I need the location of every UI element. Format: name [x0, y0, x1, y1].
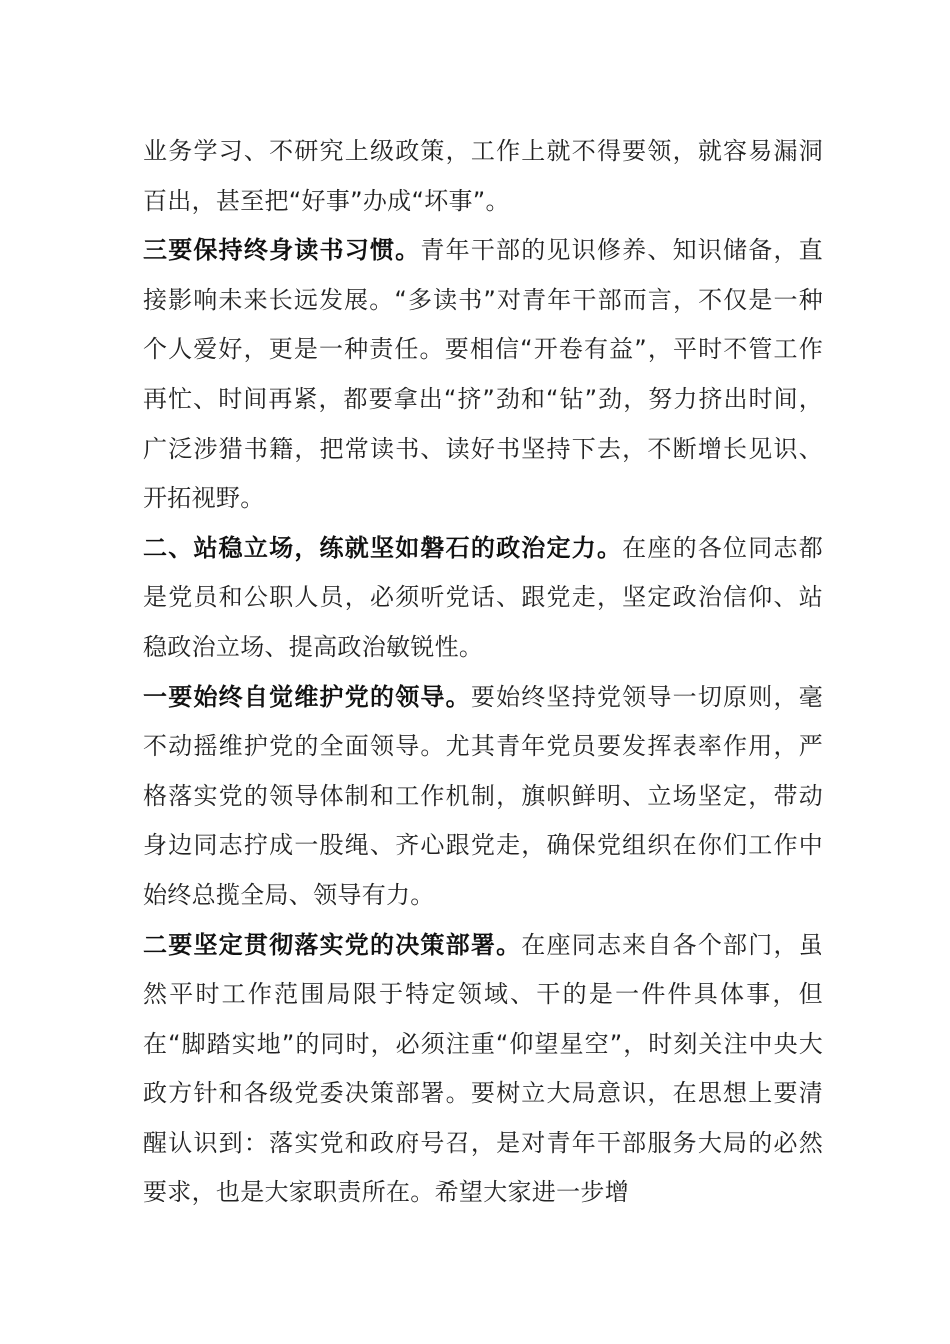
- paragraph-1: [143, 127, 823, 226]
- paragraph-2-text: 青年干部的见识修养、知识储备，直接影响未来长远发展。“多读书”对青年干部而言，不仅是一种个人爱好，更是一种责任。要相信“开卷有益”，平时不管工作再忙、时间再紧，都要拿出“挤”劲和“钻”劲，努力挤出时间，广泛涉猎书籍，把常读书、读好书坚持下去，不断增长见识、开拓视野。: [143, 236, 823, 513]
- paragraph-3: [143, 524, 823, 673]
- paragraph-2-lead: 三要保持终身读书习惯。: [143, 236, 421, 265]
- paragraph-5-lead: 二要坚定贯彻落实党的决策部署。: [143, 930, 522, 959]
- document-body: [143, 127, 823, 1218]
- paragraph-4: [143, 673, 823, 921]
- paragraph-4-lead: 一要始终自觉维护党的领导。: [143, 682, 471, 711]
- paragraph-3-lead: 二、站稳立场，练就坚如磐石的政治定力。: [143, 533, 623, 562]
- paragraph-5-text: 在座同志来自各个部门，虽然平时工作范围局限于特定领域、干的是一件件具体事，但在“脚踏实地”的同时，必须注重“仰望星空”，时刻关注中央大政方针和各级党委决策部署。要树立大局意识，在思想上要清醒认识到：落实党和政府号召，是对青年干部服务大局的必然要求，也是大家职责所在。希望大家进一步增: [143, 930, 824, 1207]
- paragraph-3-text: 在座的各位同志都是党员和公职人员，必须听党话、跟党走，坚定政治信仰、站稳政治立场、提高政治敏锐性。: [143, 533, 824, 661]
- paragraph-1-text: 业务学习、不研究上级政策，工作上就不得要领，就容易漏洞百出，甚至把“好事”办成“坏事”。: [143, 137, 823, 215]
- paragraph-5: [143, 921, 823, 1219]
- paragraph-4-text: 要始终坚持党领导一切原则，毫不动摇维护党的全面领导。尤其青年党员要发挥表率作用，严格落实党的领导体制和工作机制，旗帜鲜明、立场坚定，带动身边同志拧成一股绳、齐心跟党走，确保党组织在你们工作中始终总揽全局、领导有力。: [143, 682, 824, 909]
- paragraph-2: [143, 226, 823, 524]
